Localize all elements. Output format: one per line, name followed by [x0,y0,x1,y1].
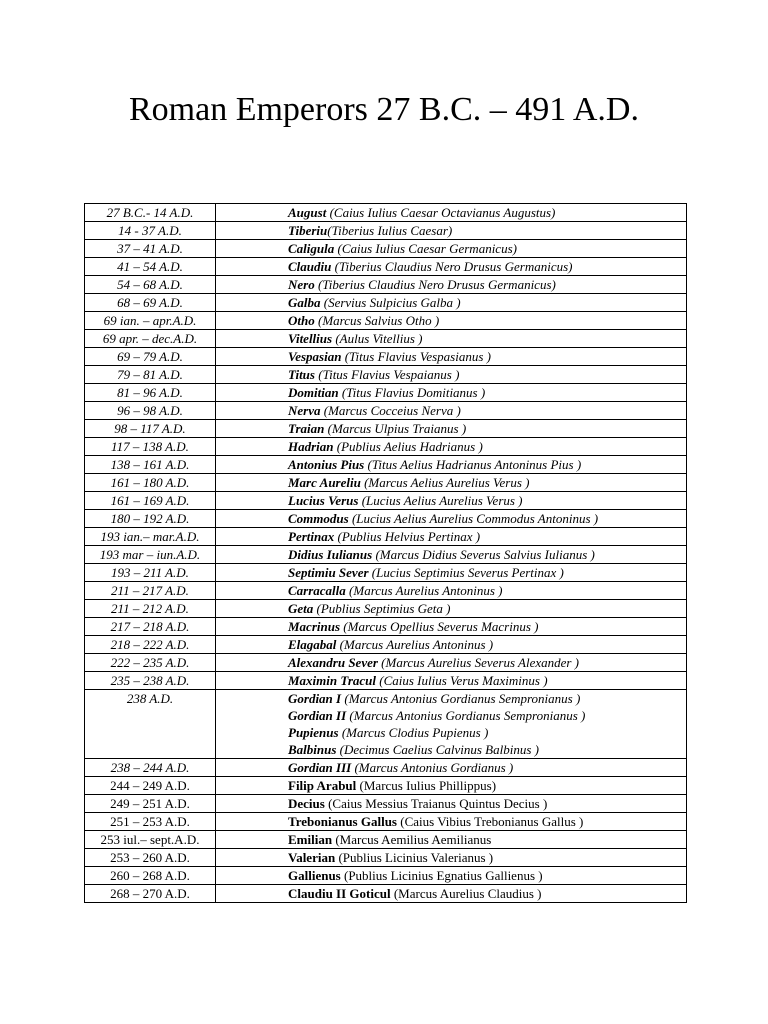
emperor-full-name: (Marcus Didius Severus Salvius Iulianus ) [372,547,595,562]
emperor-full-name: (Titus Flavius Vespasianus ) [341,349,491,364]
emperor-name: Gordian II [288,708,347,723]
table-row [85,759,687,777]
emperor-entry [288,813,684,830]
emperor-name: Didius Iulianus [288,547,373,562]
emperor-cell [216,474,687,492]
emperor-name: Emilian [288,832,333,847]
emperor-cell [216,795,687,813]
reign-date-cell: 193 mar – iun.A.D. [85,546,216,564]
table-row [85,384,687,402]
emperor-full-name: (Marcus Antonius Gordianus Sempronianus ) [341,691,581,706]
emperor-full-name: (Marcus Ulpius Traianus ) [324,421,467,436]
emperors-table [84,203,687,903]
emperor-full-name: (Tiberius Claudius Nero Drusus Germanicus) [314,277,556,292]
emperor-name: Pupienus [288,725,339,740]
emperor-name: Gordian III [288,760,352,775]
emperor-name: Balbinus [288,742,337,757]
emperor-full-name: (Lucius Aelius Aurelius Verus ) [358,493,523,508]
emperor-full-name: (Marcus Antonius Gordianus ) [351,760,514,775]
reign-date-cell: 54 – 68 A.D. [85,276,216,294]
emperor-name: Alexandru Sever [288,655,378,670]
emperor-full-name: (Marcus Antonius Gordianus Sempronianus ) [346,708,586,723]
emperor-name: Maximin Tracul [288,673,377,688]
emperor-cell [216,258,687,276]
emperor-entry [288,600,684,617]
table-row [85,330,687,348]
table-row [85,777,687,795]
table-row [85,813,687,831]
emperor-cell [216,654,687,672]
reign-date-cell: 180 – 192 A.D. [85,510,216,528]
emperor-name: Claudiu [288,259,332,274]
emperor-full-name: (Caius Iulius Caesar Germanicus) [334,241,517,256]
emperor-entry [288,707,684,724]
table-row [85,456,687,474]
reign-date-cell: 268 – 270 A.D. [85,885,216,903]
emperor-cell [216,330,687,348]
table-row [85,474,687,492]
emperor-full-name: (Publius Licinius Egnatius Gallienus ) [340,868,543,883]
reign-date-cell: 211 – 212 A.D. [85,600,216,618]
emperor-entry [288,672,684,689]
emperor-entry [288,366,684,383]
emperor-entry [288,849,684,866]
emperor-entry [288,258,684,275]
table-row [85,600,687,618]
emperor-name: Caligula [288,241,335,256]
reign-date-cell: 238 – 244 A.D. [85,759,216,777]
emperor-cell [216,672,687,690]
emperor-entry [288,348,684,365]
emperor-entry [288,546,684,563]
emperor-name: Decius [288,796,325,811]
emperor-entry [288,438,684,455]
emperor-entry [288,759,684,776]
reign-date-cell: 41 – 54 A.D. [85,258,216,276]
emperor-name: Tiberiu [288,223,328,238]
emperor-name: Marc Aureliu [288,475,361,490]
reign-date-cell: 235 – 238 A.D. [85,672,216,690]
emperor-name: August [288,205,327,220]
emperor-name: Nero [288,277,315,292]
emperor-name: Lucius Verus [288,493,359,508]
emperor-full-name: (Caius Iulius Verus Maximinus ) [376,673,548,688]
emperor-name: Geta [288,601,314,616]
emperor-entry [288,636,684,653]
emperor-entry [288,294,684,311]
table-row [85,366,687,384]
emperor-cell [216,849,687,867]
emperor-entry [288,885,684,902]
emperor-entry [288,474,684,491]
emperor-cell [216,831,687,849]
emperor-full-name: (Titus Aelius Hadrianus Antoninus Pius ) [364,457,582,472]
emperor-name: Vitellius [288,331,333,346]
table-row [85,402,687,420]
reign-date-cell: 211 – 217 A.D. [85,582,216,600]
emperor-full-name: (Marcus Aurelius Severus Alexander ) [377,655,580,670]
table-row [85,546,687,564]
emperor-cell [216,456,687,474]
reign-date-cell: 69 ian. – apr.A.D. [85,312,216,330]
reign-date-cell: 79 – 81 A.D. [85,366,216,384]
reign-date-cell: 217 – 218 A.D. [85,618,216,636]
emperor-cell [216,636,687,654]
emperor-name: Valerian [288,850,336,865]
emperor-cell [216,312,687,330]
emperor-full-name: (Publius Aelius Hadrianus ) [333,439,483,454]
emperor-cell [216,690,687,759]
emperor-entry [288,867,684,884]
emperor-cell [216,777,687,795]
emperor-cell [216,240,687,258]
emperor-cell [216,384,687,402]
table-row [85,420,687,438]
reign-date-cell: 161 – 169 A.D. [85,492,216,510]
page-title: Roman Emperors 27 B.C. – 491 A.D. [129,91,639,128]
emperor-cell [216,492,687,510]
emperor-cell [216,348,687,366]
emperor-full-name: (Caius Iulius Caesar Octavianus Augustus) [326,205,556,220]
table-row [85,438,687,456]
emperor-cell [216,528,687,546]
table-row [85,564,687,582]
table-row [85,690,687,759]
table-row [85,204,687,222]
emperor-entry [288,528,684,545]
emperor-entry [288,510,684,527]
reign-date-cell: 251 – 253 A.D. [85,813,216,831]
emperor-cell [216,564,687,582]
reign-date-cell: 138 – 161 A.D. [85,456,216,474]
emperor-cell [216,420,687,438]
emperor-entry [288,492,684,509]
emperor-cell [216,813,687,831]
emperor-name: Gallienus [288,868,341,883]
emperor-full-name: (Caius Messius Traianus Quintus Decius ) [324,796,548,811]
emperor-name: Carracalla [288,583,346,598]
emperor-full-name: (Lucius Aelius Aurelius Commodus Antoninus ) [348,511,599,526]
emperor-name: Otho [288,313,315,328]
reign-date-cell: 27 B.C.- 14 A.D. [85,204,216,222]
reign-date-cell: 218 – 222 A.D. [85,636,216,654]
emperor-entry [288,582,684,599]
emperor-cell [216,276,687,294]
table-row [85,348,687,366]
table-row [85,222,687,240]
emperor-entry [288,564,684,581]
emperor-full-name: (Tiberius Claudius Nero Drusus Germanicus) [331,259,573,274]
emperor-name: Septimiu Sever [288,565,369,580]
table-row [85,294,687,312]
emperor-entry [288,222,684,239]
emperor-cell [216,867,687,885]
table-row [85,528,687,546]
reign-date-cell: 193 ian.– mar.A.D. [85,528,216,546]
reign-date-cell: 253 iul.– sept.A.D. [85,831,216,849]
emperor-full-name: (Lucius Septimius Severus Pertinax ) [368,565,564,580]
table-row [85,849,687,867]
emperor-full-name: (Marcus Aurelius Antoninus ) [336,637,494,652]
reign-date-cell: 14 - 37 A.D. [85,222,216,240]
emperor-full-name: (Titus Flavius Vespaianus ) [314,367,460,382]
emperor-cell [216,402,687,420]
emperor-full-name: (Marcus Aemilius Aemilianus [332,832,492,847]
table-row [85,258,687,276]
table-row [85,636,687,654]
emperor-name: Pertinax [288,529,335,544]
emperor-cell [216,438,687,456]
reign-date-cell: 69 – 79 A.D. [85,348,216,366]
emperor-cell [216,759,687,777]
emperor-full-name: (Marcus Iulius Phillippus) [356,778,497,793]
table-row [85,831,687,849]
emperor-entry [288,777,684,794]
emperor-full-name: (Marcus Aelius Aurelius Verus ) [360,475,530,490]
table-row [85,492,687,510]
emperor-entry [288,384,684,401]
emperor-name: Claudiu II Goticul [288,886,391,901]
emperor-entry [288,795,684,812]
table-row [85,312,687,330]
emperor-entry [288,654,684,671]
emperors-table-body [85,204,687,903]
emperor-cell [216,204,687,222]
reign-date-cell: 249 – 251 A.D. [85,795,216,813]
reign-date-cell: 161 – 180 A.D. [85,474,216,492]
emperor-cell [216,582,687,600]
table-row [85,276,687,294]
emperor-name: Macrinus [288,619,341,634]
reign-date-cell: 81 – 96 A.D. [85,384,216,402]
table-row [85,885,687,903]
reign-date-cell: 253 – 260 A.D. [85,849,216,867]
emperor-entry [288,420,684,437]
emperor-entry [288,276,684,293]
table-row [85,510,687,528]
emperor-entry [288,724,684,741]
reign-date-cell: 244 – 249 A.D. [85,777,216,795]
table-row [85,795,687,813]
emperor-full-name: (Aulus Vitellius ) [332,331,423,346]
emperor-entry [288,240,684,257]
emperor-name: Vespasian [288,349,342,364]
table-row [85,867,687,885]
emperor-full-name: (Decimus Caelius Calvinus Balbinus ) [336,742,539,757]
emperor-entry [288,312,684,329]
emperor-entry [288,618,684,635]
emperor-full-name: (Marcus Aurelius Antoninus ) [345,583,503,598]
emperor-cell [216,366,687,384]
emperor-name: Traian [288,421,325,436]
emperor-entry [288,690,684,707]
emperor-cell [216,600,687,618]
emperor-full-name: (Marcus Cocceius Nerva ) [320,403,461,418]
emperor-full-name: (Servius Sulpicius Galba ) [320,295,461,310]
emperor-entry [288,831,684,848]
reign-date-cell: 37 – 41 A.D. [85,240,216,258]
emperor-name: Commodus [288,511,349,526]
emperor-name: Hadrian [288,439,334,454]
emperor-cell [216,546,687,564]
emperor-name: Gordian I [288,691,342,706]
emperor-name: Galba [288,295,321,310]
emperor-cell [216,294,687,312]
emperor-full-name: (Tiberius Iulius Caesar) [327,223,453,238]
emperor-full-name: (Publius Septimius Geta ) [313,601,451,616]
reign-date-cell: 193 – 211 A.D. [85,564,216,582]
emperor-full-name: (Publius Helvius Pertinax ) [334,529,481,544]
emperor-entry [288,204,684,221]
emperor-cell [216,618,687,636]
table-row [85,654,687,672]
reign-date-cell: 96 – 98 A.D. [85,402,216,420]
emperor-name: Filip Arabul [288,778,357,793]
emperor-name: Trebonianus Gallus [288,814,397,829]
emperor-name: Elagabal [288,637,337,652]
emperor-full-name: (Marcus Aurelius Claudius ) [390,886,542,901]
emperor-name: Domitian [288,385,339,400]
emperor-entry [288,402,684,419]
reign-date-cell: 98 – 117 A.D. [85,420,216,438]
table-row [85,618,687,636]
emperor-full-name: (Publius Licinius Valerianus ) [335,850,494,865]
emperor-full-name: (Marcus Opellius Severus Macrinus ) [340,619,539,634]
emperor-entry [288,330,684,347]
reign-date-cell: 260 – 268 A.D. [85,867,216,885]
emperor-entry [288,456,684,473]
table-row [85,240,687,258]
reign-date-cell: 117 – 138 A.D. [85,438,216,456]
emperor-name: Titus [288,367,315,382]
reign-date-cell: 69 apr. – dec.A.D. [85,330,216,348]
reign-date-cell: 68 – 69 A.D. [85,294,216,312]
emperor-full-name: (Caius Vibius Trebonianus Gallus ) [396,814,584,829]
emperor-full-name: (Titus Flavius Domitianus ) [338,385,486,400]
emperor-name: Antonius Pius [288,457,365,472]
table-row [85,582,687,600]
table-row [85,672,687,690]
emperor-cell [216,510,687,528]
emperor-full-name: (Marcus Clodius Pupienus ) [338,725,489,740]
emperor-full-name: (Marcus Salvius Otho ) [314,313,440,328]
emperor-cell [216,222,687,240]
reign-date-cell: 238 A.D. [85,690,216,759]
emperor-entry [288,741,684,758]
emperor-cell [216,885,687,903]
reign-date-cell: 222 – 235 A.D. [85,654,216,672]
emperor-name: Nerva [288,403,321,418]
